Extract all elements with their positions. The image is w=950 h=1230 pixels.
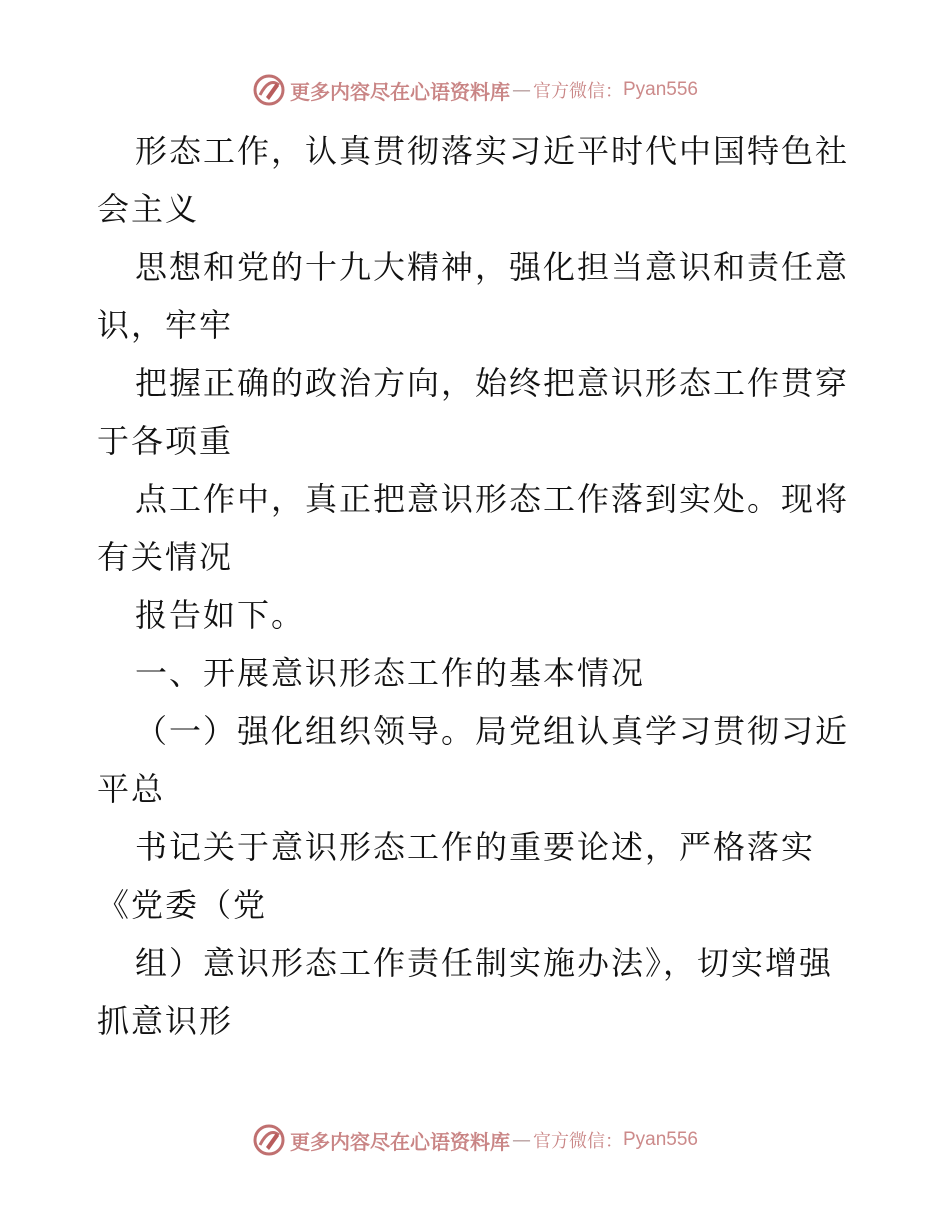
body-line: 报告如下。 <box>135 596 306 634</box>
footer-site-text: 更多内容尽在心语资料库 <box>289 1129 510 1154</box>
header-banner <box>0 70 950 110</box>
body-line: 于各项重 <box>97 422 234 460</box>
body-line: 组）意识形态工作责任制实施办法》，切实增强 <box>135 944 834 982</box>
body-line: 抓意识形 <box>97 1002 234 1040</box>
brand-logo-icon <box>252 1123 286 1157</box>
body-line: 书记关于意识形态工作的重要论述，严格落实 <box>135 828 816 866</box>
body-line: 有关情况 <box>97 538 234 576</box>
body-line: 形态工作，认真贯彻落实习近平时代中国特色社 <box>135 132 850 170</box>
document-body <box>97 122 857 1050</box>
header-wechat-id: Pyan556 <box>622 79 698 100</box>
body-line: 把握正确的政治方向，始终把意识形态工作贯穿 <box>135 364 850 402</box>
body-line: 一、开展意识形态工作的基本情况 <box>135 654 646 692</box>
body-line: 识，牢牢 <box>97 306 234 344</box>
footer-wechat-id: Pyan556 <box>622 1129 698 1150</box>
footer-banner <box>0 1120 950 1160</box>
body-line: （一）强化组织领导。局党组认真学习贯彻习近 <box>135 712 850 750</box>
header-separator: — <box>511 79 531 101</box>
body-line: 平总 <box>97 770 166 808</box>
footer-separator: — <box>511 1129 531 1151</box>
brand-logo-icon <box>252 73 286 107</box>
body-line: 会主义 <box>97 190 200 228</box>
header-site-text: 更多内容尽在心语资料库 <box>289 79 510 104</box>
body-line: 《党委（党 <box>97 886 268 924</box>
footer-wechat-label: 官方微信： <box>532 1131 623 1152</box>
header-wechat-label: 官方微信： <box>532 81 623 102</box>
body-line: 点工作中，真正把意识形态工作落到实处。现将 <box>135 480 850 518</box>
body-line: 思想和党的十九大精神，强化担当意识和责任意 <box>135 248 850 286</box>
